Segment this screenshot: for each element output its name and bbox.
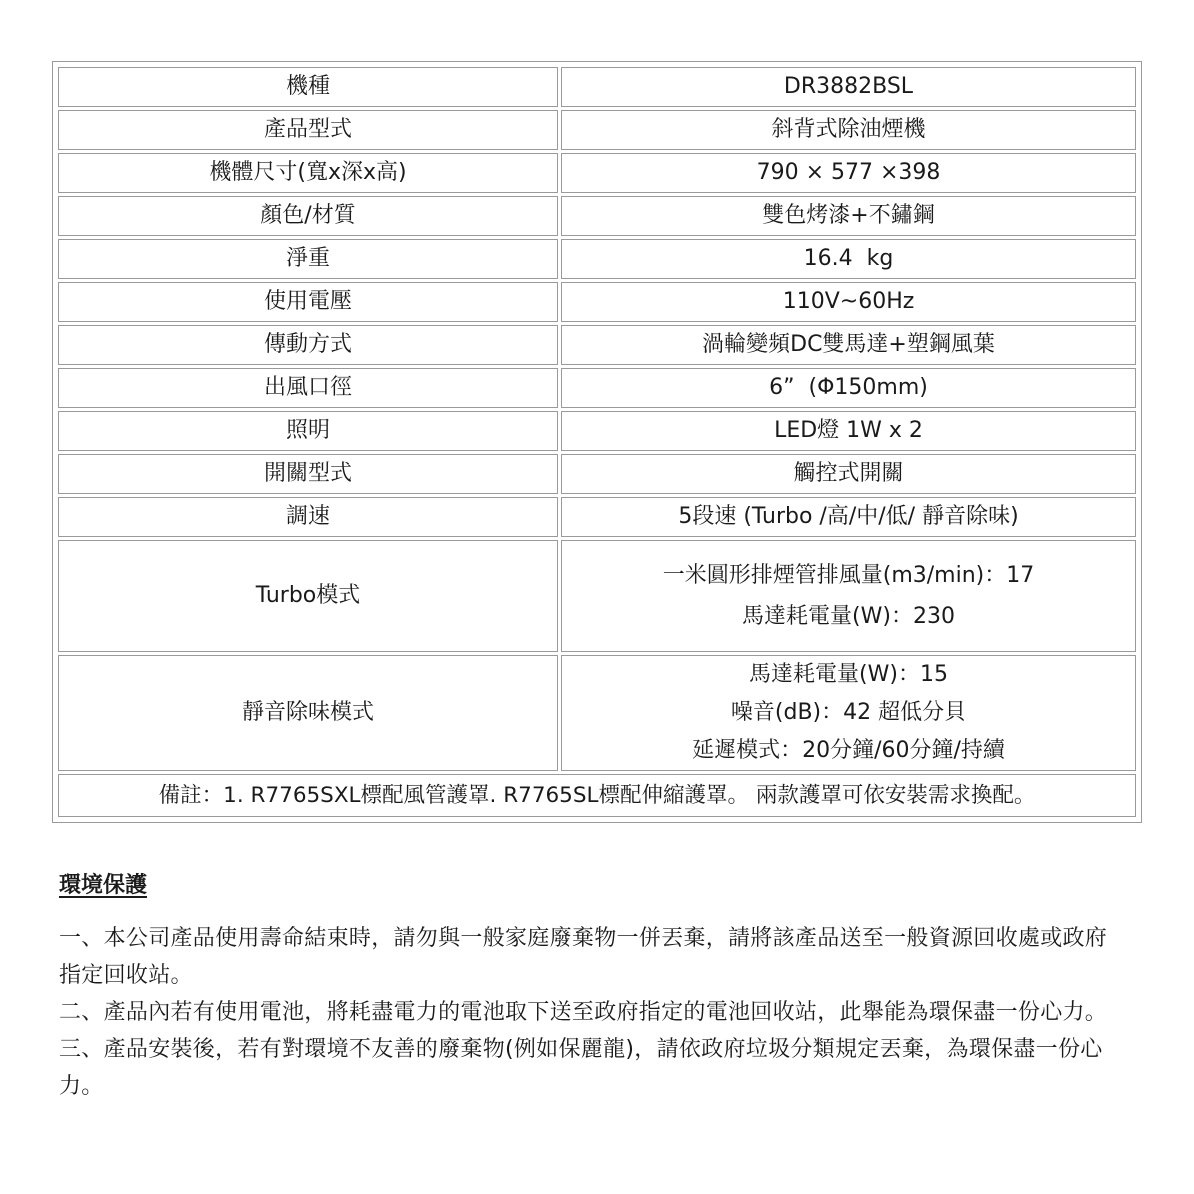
- spec-value: LED燈 1W x 2: [561, 411, 1136, 451]
- silent-power: 馬達耗電量(W)：15: [749, 662, 948, 687]
- environment-paragraph: 三、產品安裝後，若有對環境不友善的廢棄物(例如保麗龍)，請依政府垃圾分類規定丟棄，為環保盡一份心力。: [59, 1037, 1103, 1099]
- spec-value: 渦輪變頻DC雙馬達+塑鋼風葉: [561, 325, 1136, 365]
- spec-row-dimensions: [58, 153, 1136, 193]
- spec-label: 照明: [58, 411, 558, 451]
- spec-row-outlet: [58, 368, 1136, 408]
- spec-label: 靜音除味模式: [58, 655, 558, 771]
- environment-section: [59, 870, 1129, 1105]
- spec-row-note: [58, 774, 1136, 817]
- spec-value: 5段速 (Turbo /高/中/低/ 靜音除味): [561, 497, 1136, 537]
- environment-paragraph: 二、產品內若有使用電池，將耗盡電力的電池取下送至政府指定的電池回收站，此舉能為環保盡一份心力。: [59, 1000, 1108, 1025]
- spec-value: 16.4 kg: [561, 239, 1136, 279]
- spec-value: [561, 655, 1136, 771]
- spec-row-speed: [58, 497, 1136, 537]
- spec-label: 調速: [58, 497, 558, 537]
- spec-label: 機體尺寸(寬x深x高): [58, 153, 558, 193]
- spec-value: 790 × 577 ×398: [561, 153, 1136, 193]
- spec-table: [55, 64, 1139, 820]
- spec-value: 觸控式開關: [561, 454, 1136, 494]
- spec-value: 雙色烤漆+不鏽鋼: [561, 196, 1136, 236]
- turbo-airflow: 一米圓形排煙管排風量(m3/min)：17: [662, 563, 1035, 588]
- silent-noise: 噪音(dB)：42 超低分貝: [730, 700, 967, 725]
- spec-label: 機種: [58, 67, 558, 107]
- spec-value: [561, 540, 1136, 652]
- environment-paragraph: 一、本公司產品使用壽命結束時，請勿與一般家庭廢棄物一併丟棄，請將該產品送至一般資源回收處或政府指定回收站。: [59, 926, 1108, 988]
- spec-row-silent: [58, 655, 1136, 771]
- spec-label: 開關型式: [58, 454, 558, 494]
- spec-label: 出風口徑: [58, 368, 558, 408]
- spec-row-model: [58, 67, 1136, 107]
- spec-label: 產品型式: [58, 110, 558, 150]
- spec-row-voltage: [58, 282, 1136, 322]
- environment-title: 環境保護: [59, 873, 148, 898]
- turbo-power: 馬達耗電量(W)：230: [742, 604, 955, 629]
- spec-note: 備註：1. R7765SXL標配風管護罩. R7765SL標配伸縮護罩。 兩款護罩可依安裝需求換配。: [58, 774, 1136, 817]
- spec-label: 顏色/材質: [58, 196, 558, 236]
- spec-row-type: [58, 110, 1136, 150]
- spec-value: 斜背式除油煙機: [561, 110, 1136, 150]
- spec-label: 使用電壓: [58, 282, 558, 322]
- spec-value: 110V~60Hz: [561, 282, 1136, 322]
- spec-value: DR3882BSL: [561, 67, 1136, 107]
- spec-table-container: [52, 61, 1142, 823]
- spec-row-switch: [58, 454, 1136, 494]
- spec-row-turbo: [58, 540, 1136, 652]
- spec-label: 淨重: [58, 239, 558, 279]
- spec-label: Turbo模式: [58, 540, 558, 652]
- spec-row-drive: [58, 325, 1136, 365]
- spec-row-lighting: [58, 411, 1136, 451]
- silent-delay: 延遲模式：20分鐘/60分鐘/持續: [692, 738, 1005, 763]
- spec-row-weight: [58, 239, 1136, 279]
- spec-label: 傳動方式: [58, 325, 558, 365]
- spec-value: 6” (Φ150mm): [561, 368, 1136, 408]
- spec-row-color-material: [58, 196, 1136, 236]
